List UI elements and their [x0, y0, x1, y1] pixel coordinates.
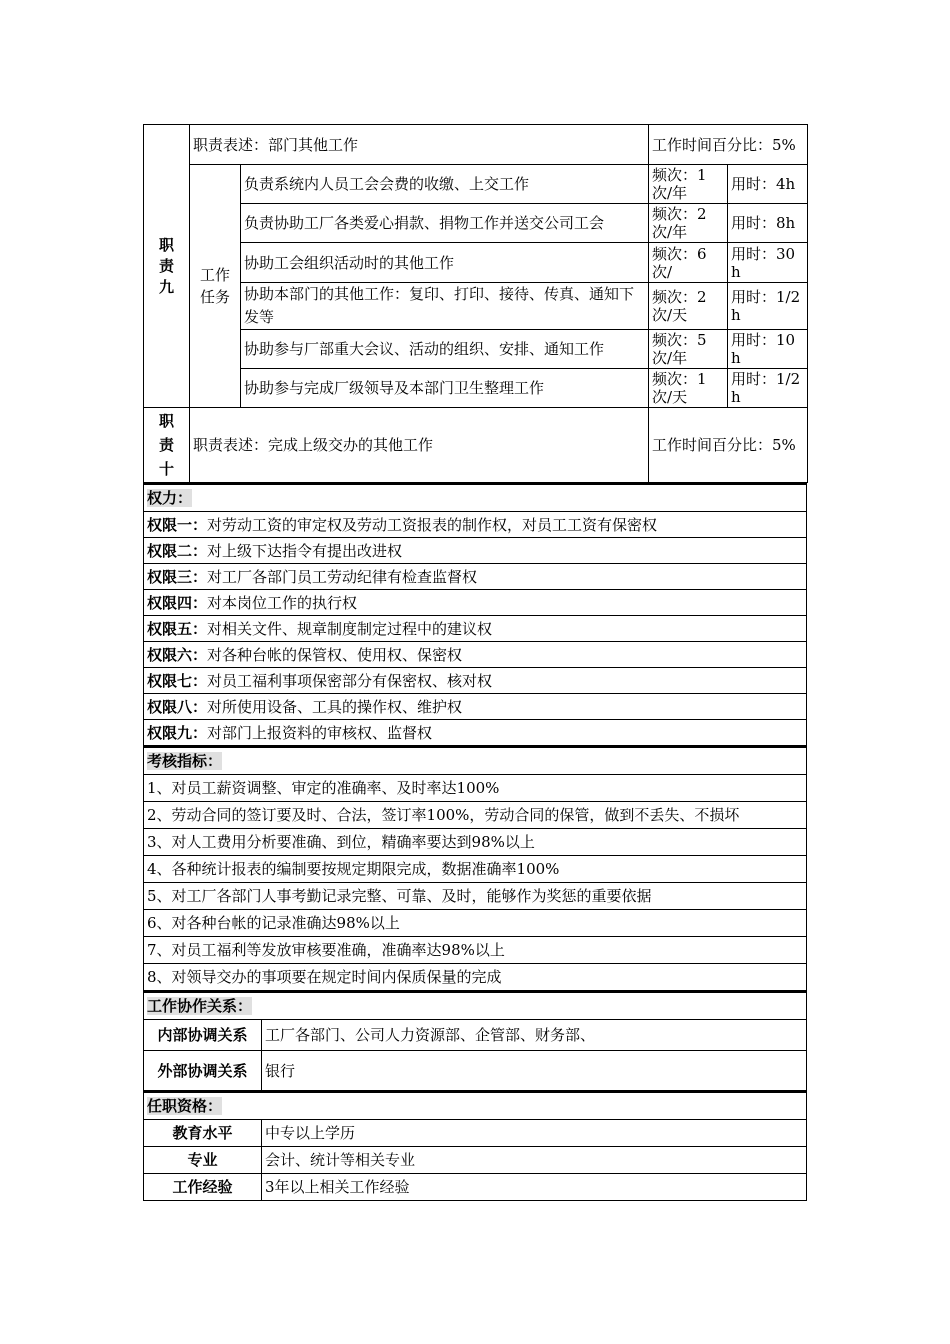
- task-frequency: 频次：1次/天: [649, 369, 728, 408]
- task-time: 用时：8h: [728, 204, 808, 243]
- power-item: [144, 668, 807, 694]
- vertical-label-text: 工作 任务: [199, 266, 230, 306]
- kpi-table: [143, 746, 807, 991]
- kpi-title: 考核指标：: [144, 747, 807, 775]
- power-item: [144, 512, 807, 538]
- duty10-label: [144, 408, 190, 483]
- internal-value: 工厂各部门、公司人力资源部、企管部、财务部、: [262, 1020, 807, 1051]
- task-frequency: 频次：5次/年: [649, 330, 728, 369]
- kpi-item: 6、对各种台帐的记录准确达98%以上: [144, 910, 807, 937]
- task-text: 协助参与厂部重大会议、活动的组织、安排、通知工作: [241, 330, 649, 369]
- power-item-key: 权限六：: [147, 645, 208, 664]
- qualification-label: 教育水平: [144, 1120, 262, 1147]
- qualification-label: 工作经验: [144, 1174, 262, 1201]
- task-text: 负责系统内人员工会会费的收缴、上交工作: [241, 165, 649, 204]
- coop-title: 工作协作关系：: [144, 992, 807, 1020]
- power-item: [144, 590, 807, 616]
- task-time: 用时：1/2 h: [728, 283, 808, 330]
- power-item: [144, 694, 807, 720]
- task-text: 协助参与完成厂级领导及本部门卫生整理工作: [241, 369, 649, 408]
- power-item-key: 权限三：: [147, 567, 208, 586]
- external-label: 外部协调关系: [144, 1051, 262, 1091]
- power-title: 权力：: [144, 484, 807, 512]
- kpi-item: 2、劳动合同的签订要及时、合法，签订率100%，劳动合同的保管，做到不丢失、不损坏: [144, 802, 807, 829]
- power-item-value: 对所使用设备、工具的操作权、维护权: [207, 697, 463, 716]
- kpi-item: 1、对员工薪资调整、审定的准确率、及时率达100%: [144, 775, 807, 802]
- duty10-description: 职责表述：完成上级交办的其他工作: [190, 408, 649, 483]
- power-item-value: 对相关文件、规章制度制定过程中的建议权: [207, 619, 493, 638]
- duty9-description: 职责表述：部门其他工作: [190, 125, 649, 165]
- qualification-value: 3年以上相关工作经验: [262, 1174, 807, 1201]
- vertical-label-text: 职 责 九: [158, 235, 174, 296]
- duty-table: [143, 124, 808, 483]
- kpi-item: 3、对人工费用分析要准确、到位，精确率要达到98%以上: [144, 829, 807, 856]
- power-item-key: 权限七：: [147, 671, 208, 690]
- power-item-value: 对部门上报资料的审核权、监督权: [207, 723, 433, 742]
- duty9-time-percent: 工作时间百分比：5%: [649, 125, 808, 165]
- task-frequency: 频次：1次/年: [649, 165, 728, 204]
- task-time: 用时：4h: [728, 165, 808, 204]
- power-item-key: 权限二：: [147, 541, 208, 560]
- task-frequency: 频次：2次/天: [649, 283, 728, 330]
- task-time: 用时：1/2h: [728, 369, 808, 408]
- task-time: 用时：10h: [728, 330, 808, 369]
- power-item-key: 权限一：: [147, 515, 208, 534]
- task-frequency: 频次：2次/年: [649, 204, 728, 243]
- power-item-value: 对工厂各部门员工劳动纪律有检查监督权: [207, 567, 478, 586]
- coop-table: [143, 991, 807, 1091]
- vertical-label-text: 职 责 十: [158, 412, 174, 478]
- power-item: [144, 616, 807, 642]
- task-time: 用时：30h: [728, 243, 808, 283]
- task-frequency: 频次：6次/: [649, 243, 728, 283]
- power-item-key: 权限四：: [147, 593, 208, 612]
- kpi-item: 8、对领导交办的事项要在规定时间内保质保量的完成: [144, 964, 807, 991]
- qualification-label: 专业: [144, 1147, 262, 1174]
- duty10-time-percent: 工作时间百分比：5%: [649, 408, 808, 483]
- qualification-value: 会计、统计等相关专业: [262, 1147, 807, 1174]
- qualification-value: 中专以上学历: [262, 1120, 807, 1147]
- power-item-key: 权限八：: [147, 697, 208, 716]
- power-item-value: 对员工福利事项保密部分有保密权、核对权: [207, 671, 493, 690]
- power-item-value: 对上级下达指令有提出改进权: [207, 541, 403, 560]
- external-value: 银行: [262, 1051, 807, 1091]
- kpi-item: 4、各种统计报表的编制要按规定期限完成，数据准确率100%: [144, 856, 807, 883]
- power-item: [144, 720, 807, 746]
- task-label: [190, 165, 241, 408]
- power-item: [144, 642, 807, 668]
- power-item-value: 对各种台帐的保管权、使用权、保密权: [207, 645, 463, 664]
- task-text: 协助工会组织活动时的其他工作: [241, 243, 649, 283]
- kpi-item: 7、对员工福利等发放审核要准确，准确率达98%以上: [144, 937, 807, 964]
- power-item-key: 权限五：: [147, 619, 208, 638]
- task-text: 协助本部门的其他工作：复印、打印、接待、传真、通知下发等: [241, 283, 649, 330]
- kpi-item: 5、对工厂各部门人事考勤记录完整、可靠、及时，能够作为奖惩的重要依据: [144, 883, 807, 910]
- power-item-value: 对劳动工资的审定权及劳动工资报表的制作权，对员工工资有保密权: [207, 515, 658, 534]
- power-item-value: 对本岗位工作的执行权: [207, 593, 358, 612]
- internal-label: 内部协调关系: [144, 1020, 262, 1051]
- power-item-key: 权限九：: [147, 723, 208, 742]
- qualification-table: [143, 1091, 807, 1201]
- power-table: [143, 483, 807, 746]
- qualification-title: 任职资格：: [144, 1092, 807, 1120]
- task-text: 负责协助工厂各类爱心捐款、捐物工作并送交公司工会: [241, 204, 649, 243]
- power-item: [144, 538, 807, 564]
- duty9-label: [144, 125, 190, 408]
- power-item: [144, 564, 807, 590]
- job-description-sheet: [143, 124, 807, 1201]
